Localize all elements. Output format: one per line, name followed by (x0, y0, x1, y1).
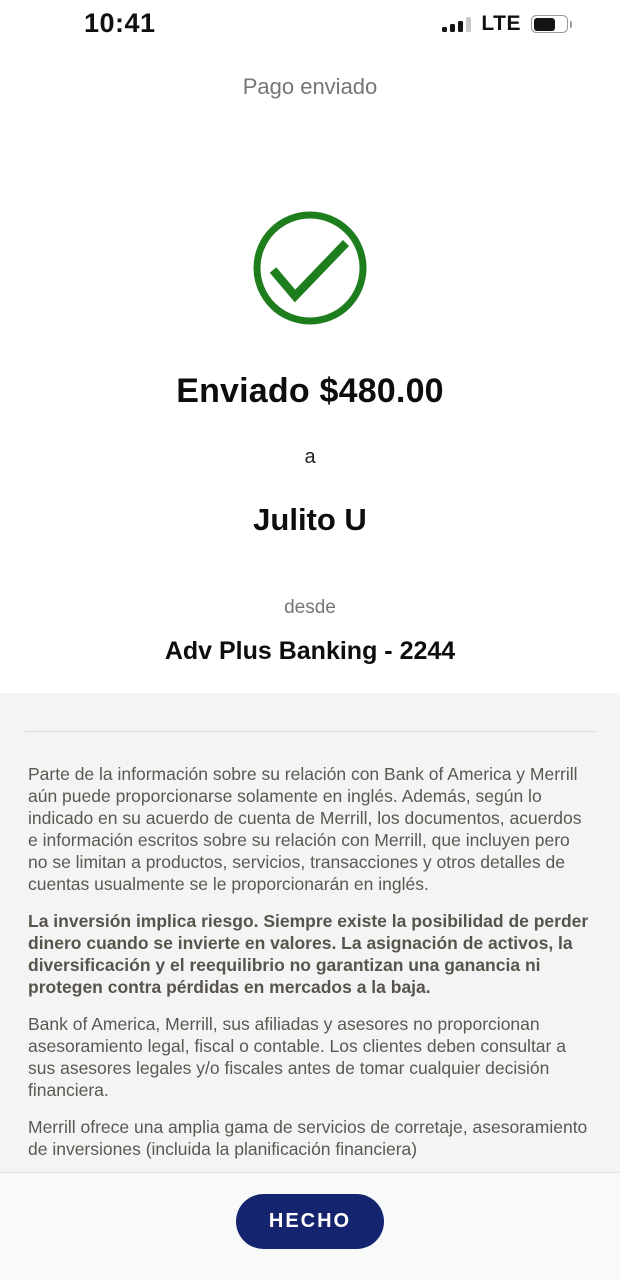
disclaimer-section (0, 693, 620, 1172)
disclaimer-paragraph-risk: La inversión implica riesgo. Siempre existe la posibilidad de perder dinero cuando se invierte en valores. La asignación de activos, la diversificación y el reequilibrio no garantizan una ganancia ni protegen contra pérdidas en mercados a la baja. (28, 911, 589, 997)
success-check-icon (250, 208, 370, 328)
signal-strength-icon (442, 17, 471, 32)
success-circle (257, 215, 363, 321)
clock: 10:41 (84, 8, 156, 38)
source-account: Adv Plus Banking - 2244 (164, 637, 456, 665)
divider-line (25, 731, 595, 732)
from-label: desde (284, 597, 336, 618)
amount-sent-text: Enviado $480.00 (176, 372, 444, 410)
done-button[interactable]: HECHO (236, 1194, 384, 1249)
network-type-label: LTE (481, 12, 521, 35)
footer-bar (0, 1172, 620, 1280)
disclaimer-paragraph: Parte de la información sobre su relación con Bank of America y Merrill aún puede proporcionarse solamente en inglés. Además, según lo indicado en su acuerdo de cuenta de Merrill, los documentos, acuerdos e información escritos sobre su relación con Merrill, que incluyen pero no se limitan a productos, servicios, transacciones y otros detalles de cuentas usualmente se le proporcionarán en inglés. (28, 764, 582, 894)
recipient-name: Julito U (253, 502, 367, 537)
to-label: a (304, 446, 316, 468)
page-title: Pago enviado (242, 74, 378, 99)
disclaimer-paragraph: Bank of America, Merrill, sus afiliadas y asesores no proporcionan asesoramiento legal, fiscal o contable. Los clientes deben consultar a sus asesores legales y/o fiscales antes de tomar cualquier decisión financiera. (28, 1014, 566, 1100)
status-bar (0, 0, 620, 54)
battery-icon (531, 15, 568, 33)
success-checkmark (273, 243, 346, 296)
disclaimer-paragraph: Merrill ofrece una amplia gama de servicios de corretaje, asesoramiento de inversiones (incluida la planificación financiera) (28, 1117, 588, 1159)
